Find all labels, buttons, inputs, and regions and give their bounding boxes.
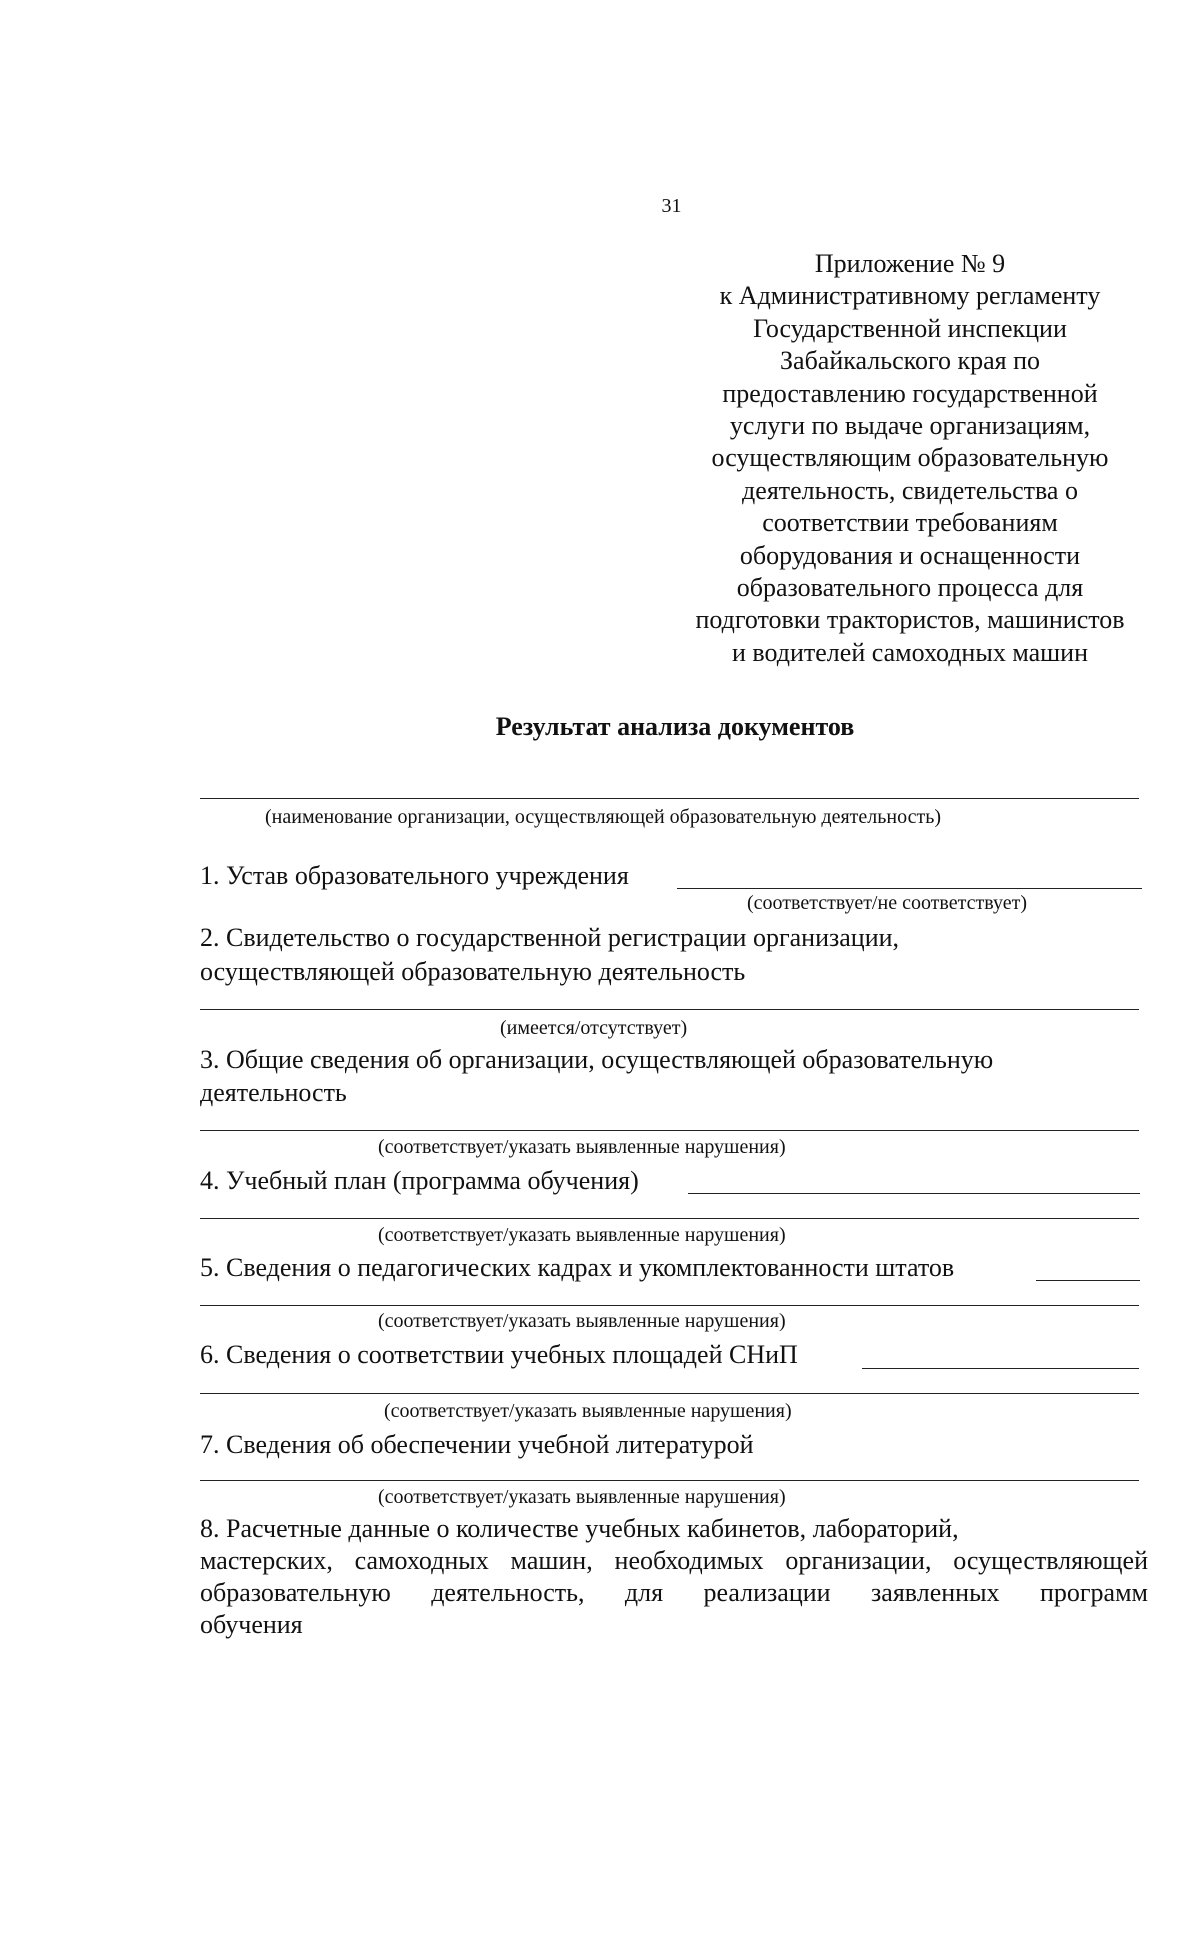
appendix-line: образовательного процесса для — [736, 573, 1084, 603]
appendix-line: Приложение № 9 — [814, 249, 1006, 278]
item-8-line-4: обучения — [200, 1610, 303, 1639]
item-4-text: 4. Учебный план (программа обучения) — [200, 1166, 639, 1195]
appendix-line: к Административному регламенту — [719, 281, 1101, 311]
item-8-text — [200, 1513, 1148, 1641]
item-8-line-1: 8. Расчетные данные о количестве учебных кабинетов, лабораторий, — [200, 1514, 959, 1543]
item-7-caption: (соответствует/указать выявленные нарушения) — [378, 1486, 786, 1508]
item-5-line-b — [200, 1305, 1139, 1306]
item-3-line-2: деятельность — [200, 1078, 347, 1107]
document-title: Результат анализа документов — [495, 712, 855, 741]
appendix-line: соответствии требованиям — [762, 508, 1058, 538]
item-5-line-a — [1036, 1280, 1140, 1281]
item-4-caption: (соответствует/указать выявленные нарушения) — [378, 1224, 786, 1246]
appendix-line: деятельность, свидетельства о — [742, 475, 1078, 505]
appendix-line: предоставлению государственной — [722, 378, 1098, 408]
item-3-line-1: 3. Общие сведения об организации, осуществляющей образовательную — [200, 1045, 994, 1074]
item-8-line-2: мастерских, самоходных машин, необходимых организации, осуществляющей — [200, 1546, 1148, 1575]
item-5-caption: (соответствует/указать выявленные нарушения) — [378, 1310, 786, 1332]
item-7-line — [200, 1480, 1139, 1481]
item-6-line-a — [862, 1368, 1139, 1369]
item-1-caption: (соответствует/не соответствует) — [747, 892, 1027, 914]
page-number: 31 — [661, 195, 682, 217]
item-6-text: 6. Сведения о соответствии учебных площадей СНиП — [200, 1340, 798, 1369]
item-2-caption: (имеется/отсутствует) — [500, 1017, 688, 1039]
appendix-line: осуществляющим образовательную — [711, 443, 1109, 473]
item-8-line-3: образовательную деятельность, для реализации заявленных программ — [200, 1578, 1148, 1607]
org-name-line — [200, 798, 1139, 799]
item-3-line — [200, 1130, 1139, 1131]
item-1-line — [677, 888, 1142, 889]
appendix-header — [660, 248, 1160, 669]
item-2-line — [200, 1009, 1139, 1010]
appendix-line: услуги по выдаче организациям, — [729, 411, 1091, 441]
item-6-line-b — [200, 1393, 1139, 1394]
item-5-text: 5. Сведения о педагогических кадрах и укомплектованности штатов — [200, 1253, 955, 1282]
item-1-text: 1. Устав образовательного учреждения — [200, 861, 629, 890]
appendix-line: Государственной инспекции — [753, 313, 1067, 343]
item-2-line-2: осуществляющей образовательную деятельность — [200, 957, 746, 986]
appendix-line: подготовки трактористов, машинистов — [695, 605, 1125, 635]
appendix-line: и водителей самоходных машин — [732, 637, 1088, 667]
item-4-line-b — [200, 1218, 1139, 1219]
appendix-line: Забайкальского края по — [780, 346, 1040, 376]
item-7-text: 7. Сведения об обеспечении учебной литературой — [200, 1430, 754, 1459]
org-name-caption: (наименование организации, осуществляющей образовательную деятельность) — [265, 806, 941, 828]
item-3-caption: (соответствует/указать выявленные нарушения) — [378, 1136, 786, 1158]
appendix-line: оборудования и оснащенности — [739, 540, 1081, 570]
item-6-caption: (соответствует/указать выявленные нарушения) — [384, 1400, 792, 1422]
item-4-line-a — [688, 1193, 1140, 1194]
item-2-line-1: 2. Свидетельство о государственной регистрации организации, — [200, 923, 900, 952]
